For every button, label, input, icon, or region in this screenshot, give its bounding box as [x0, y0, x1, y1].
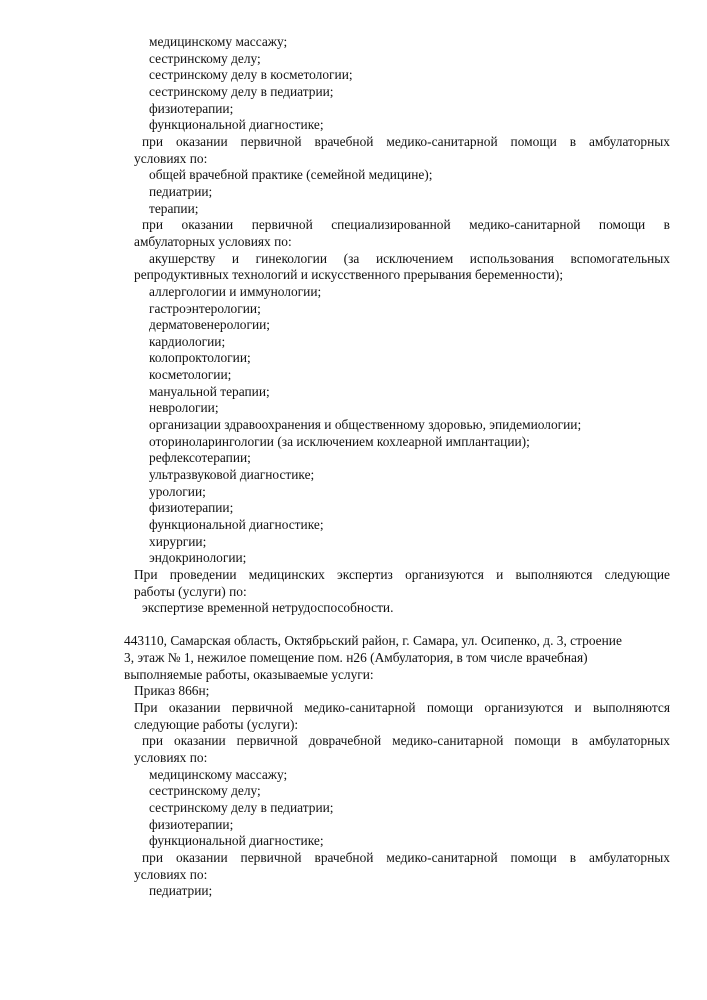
text-line: При проведении медицинских экспертиз организуются и выполняются следующие	[134, 567, 670, 582]
text-line: экспертизе временной нетрудоспособности.	[142, 600, 394, 615]
text-line: гастроэнтерологии;	[149, 301, 261, 316]
text-line: общей врачебной практике (семейной медицине);	[149, 167, 433, 182]
text-line: колопроктологии;	[149, 350, 251, 365]
text-line: сестринскому делу;	[149, 51, 261, 66]
text-line: функциональной диагностике;	[149, 517, 324, 532]
text-line: следующие работы (услуги):	[134, 717, 299, 732]
text-line: эндокринологии;	[149, 550, 247, 565]
text-line: сестринскому делу в педиатрии;	[149, 800, 334, 815]
text-line: оториноларингологии (за исключением кохлеарной имплантации);	[149, 434, 530, 449]
text-line: выполняемые работы, оказываемые услуги:	[124, 667, 374, 682]
text-line: медицинскому массажу;	[149, 34, 288, 49]
text-line: урологии;	[149, 484, 206, 499]
text-line: работы (услуги) по:	[134, 584, 247, 599]
text-line: рефлексотерапии;	[149, 450, 251, 465]
text-line: педиатрии;	[149, 883, 213, 898]
text-line: мануальной терапии;	[149, 384, 270, 399]
text-line: 3, этаж № 1, нежилое помещение пом. н26 (Амбулатория, в том числе врачебная)	[124, 650, 588, 665]
text-line: организации здравоохранения и общественному здоровью, эпидемиологии;	[149, 417, 582, 432]
text-line: функциональной диагностике;	[149, 117, 324, 132]
text-line: сестринскому делу в педиатрии;	[149, 84, 334, 99]
text-line: неврологии;	[149, 400, 219, 415]
text-line: Приказ 866н;	[134, 683, 210, 698]
text-line: при оказании первичной врачебной медико-санитарной помощи в амбулаторных	[142, 850, 670, 865]
text-line: акушерству и гинекологии (за исключением использования вспомогательных	[149, 251, 670, 266]
text-line: педиатрии;	[149, 184, 213, 199]
text-line: физиотерапии;	[149, 817, 234, 832]
text-line: при оказании первичной специализированной медико-санитарной помощи в	[142, 217, 670, 232]
text-line: условиях по:	[134, 151, 208, 166]
text-line: терапии;	[149, 201, 199, 216]
text-line: физиотерапии;	[149, 101, 234, 116]
text-line: косметологии;	[149, 367, 232, 382]
text-line: функциональной диагностике;	[149, 833, 324, 848]
text-line: При оказании первичной медико-санитарной помощи организуются и выполняются	[134, 700, 670, 715]
text-line: амбулаторных условиях по:	[134, 234, 292, 249]
text-line: медицинскому массажу;	[149, 767, 288, 782]
text-line: сестринскому делу;	[149, 783, 261, 798]
text-line: физиотерапии;	[149, 500, 234, 515]
text-line: 443110, Самарская область, Октябрьский район, г. Самара, ул. Осипенко, д. 3, строение	[124, 633, 622, 648]
text-line: сестринскому делу в косметологии;	[149, 67, 353, 82]
text-line: хирургии;	[149, 534, 207, 549]
text-line: условиях по:	[134, 750, 208, 765]
text-line: при оказании первичной врачебной медико-санитарной помощи в амбулаторных	[142, 134, 670, 149]
text-line: кардиологии;	[149, 334, 226, 349]
text-line: ультразвуковой диагностике;	[149, 467, 315, 482]
text-line: аллергологии и иммунологии;	[149, 284, 322, 299]
text-line: репродуктивных технологий и искусственного прерывания беременности);	[134, 267, 564, 282]
text-line: при оказании первичной доврачебной медико-санитарной помощи в амбулаторных	[142, 733, 670, 748]
text-line: условиях по:	[134, 867, 208, 882]
text-line: дерматовенерологии;	[149, 317, 271, 332]
